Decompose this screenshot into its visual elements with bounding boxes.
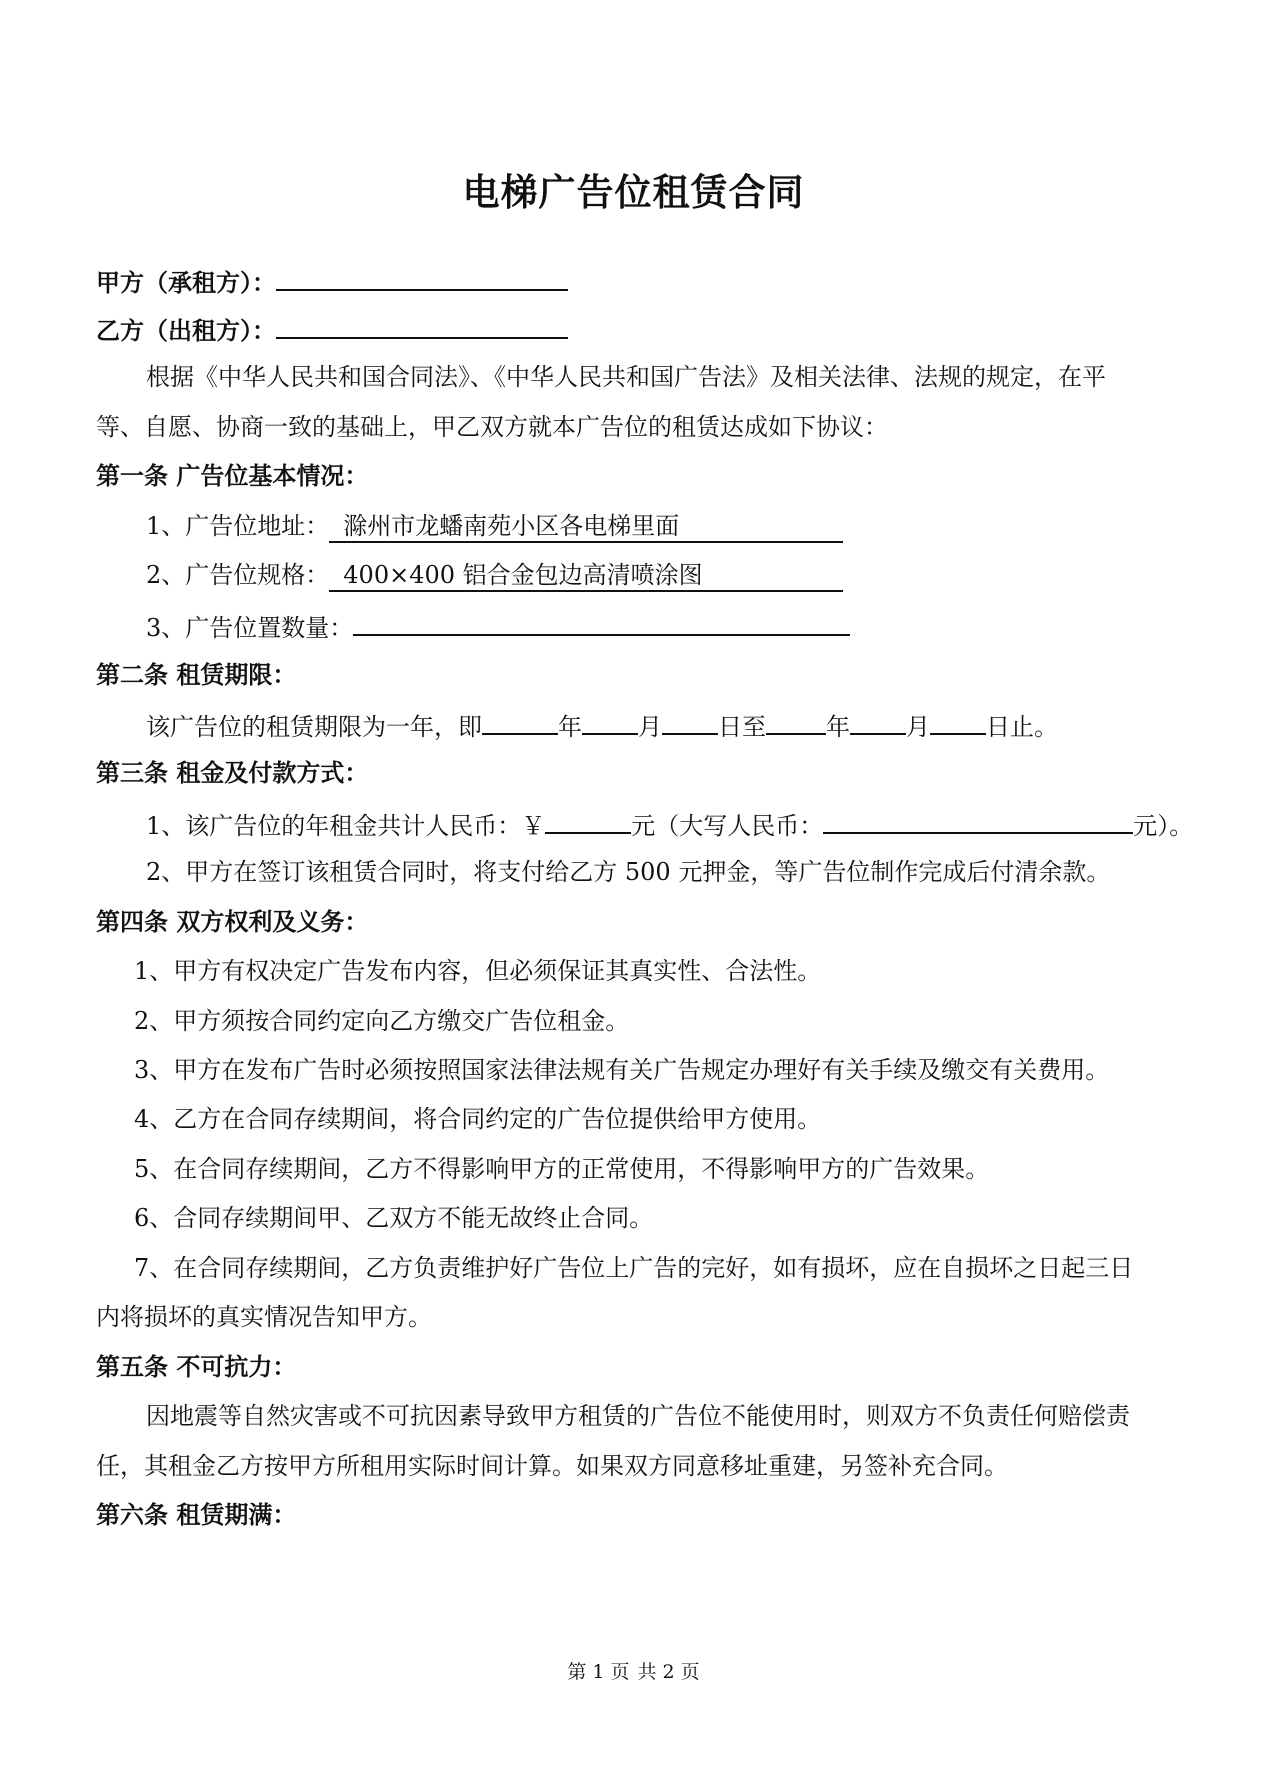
year-label: 年 <box>558 713 582 741</box>
month-label-2: 月 <box>906 713 930 741</box>
page-footer <box>0 1657 1267 1684</box>
spec-label: 2、广告位规格： <box>146 561 330 589</box>
article-4-item-7: 7、在合同存续期间，乙方负责维护好广告位上广告的完好，如有损坏，应在自损坏之日起三日 <box>134 1254 1134 1282</box>
rent-suffix: 元）。 <box>1133 812 1194 840</box>
end-month-blank <box>850 709 906 735</box>
document-title: 电梯广告位租赁合同 <box>462 171 805 214</box>
article-2-text <box>146 709 1058 742</box>
article-4-item-3: 3、甲方在发布广告时必须按照国家法律法规有关广告规定办理好有关手续及缴交有关费用。 <box>134 1056 1110 1084</box>
address-value: 滁州市龙蟠南苑小区各电梯里面 <box>329 511 843 543</box>
page-number: 第 1 页 <box>567 1661 630 1683</box>
start-month-blank <box>582 709 638 735</box>
preamble-line-2: 等、自愿、协商一致的基础上，甲乙双方就本广告位的租赁达成如下协议： <box>96 413 888 441</box>
article-1-item-3 <box>146 610 850 643</box>
quantity-blank <box>353 610 850 636</box>
year-label-2: 年 <box>826 713 850 741</box>
quantity-label: 3、广告位置数量： <box>146 614 354 642</box>
party-a-blank <box>276 265 568 291</box>
article-6-heading: 第六条 租赁期满： <box>96 1501 297 1529</box>
article-5-heading: 第五条 不可抗力： <box>96 1353 297 1381</box>
spec-value: 400×400 铝合金包边高清喷涂图 <box>329 560 843 592</box>
article-3-heading: 第三条 租金及付款方式： <box>96 759 369 787</box>
article-4-item-4: 4、乙方在合同存续期间，将合同约定的广告位提供给甲方使用。 <box>134 1105 822 1133</box>
article-5-line-1: 因地震等自然灾害或不可抗因素导致甲方租赁的广告位不能使用时，则双方不负责任何赔偿责 <box>146 1402 1130 1430</box>
article-1-item-1 <box>146 511 843 543</box>
article-3-item-2: 2、甲方在签订该租赁合同时，将支付给乙方 500 元押金，等广告位制作完成后付清余款。 <box>146 858 1111 886</box>
article-1-heading: 第一条 广告位基本情况： <box>96 462 369 490</box>
article-4-item-7-cont: 内将损坏的真实情况告知甲方。 <box>96 1303 432 1331</box>
article-5-line-2: 任，其租金乙方按甲方所租用实际时间计算。如果双方同意移址重建，另签补充合同。 <box>96 1452 1008 1480</box>
article-3-item-1 <box>146 808 1193 841</box>
end-day-blank <box>930 709 986 735</box>
party-b-line <box>96 313 568 346</box>
page-total: 共 2 页 <box>637 1661 700 1683</box>
term-prefix: 该广告位的租赁期限为一年，即 <box>146 713 482 741</box>
article-4-heading: 第四条 双方权利及义务： <box>96 908 369 936</box>
start-year-blank <box>482 709 558 735</box>
article-4-item-1: 1、甲方有权决定广告发布内容，但必须保证其真实性、合法性。 <box>134 957 822 985</box>
preamble-line-1: 根据《中华人民共和国合同法》、《中华人民共和国广告法》及相关法律、法规的规定，在平 <box>146 363 1106 391</box>
article-4-item-2: 2、甲方须按合同约定向乙方缴交广告位租金。 <box>134 1007 630 1035</box>
end-year-blank <box>766 709 826 735</box>
start-day-blank <box>662 709 718 735</box>
rent-words-blank <box>823 808 1133 834</box>
article-4-item-5: 5、在合同存续期间，乙方不得影响甲方的正常使用，不得影响甲方的广告效果。 <box>134 1155 990 1183</box>
day-to-label: 日至 <box>718 713 766 741</box>
party-b-blank <box>276 313 568 339</box>
party-a-label: 甲方（承租方）： <box>96 269 276 297</box>
day-end-label: 日止。 <box>986 713 1058 741</box>
party-b-label: 乙方（出租方）： <box>96 317 276 345</box>
rent-prefix: 1、该广告位的年租金共计人民币：￥ <box>146 812 546 840</box>
article-1-item-2 <box>146 560 843 592</box>
party-a-line <box>96 265 568 298</box>
article-2-heading: 第二条 租赁期限： <box>96 661 297 689</box>
month-label: 月 <box>638 713 662 741</box>
article-4-item-6: 6、合同存续期间甲、乙双方不能无故终止合同。 <box>134 1204 654 1232</box>
address-label: 1、广告位地址： <box>146 512 330 540</box>
rent-mid: 元（大写人民币： <box>631 812 824 840</box>
rent-amount-blank <box>545 808 631 834</box>
